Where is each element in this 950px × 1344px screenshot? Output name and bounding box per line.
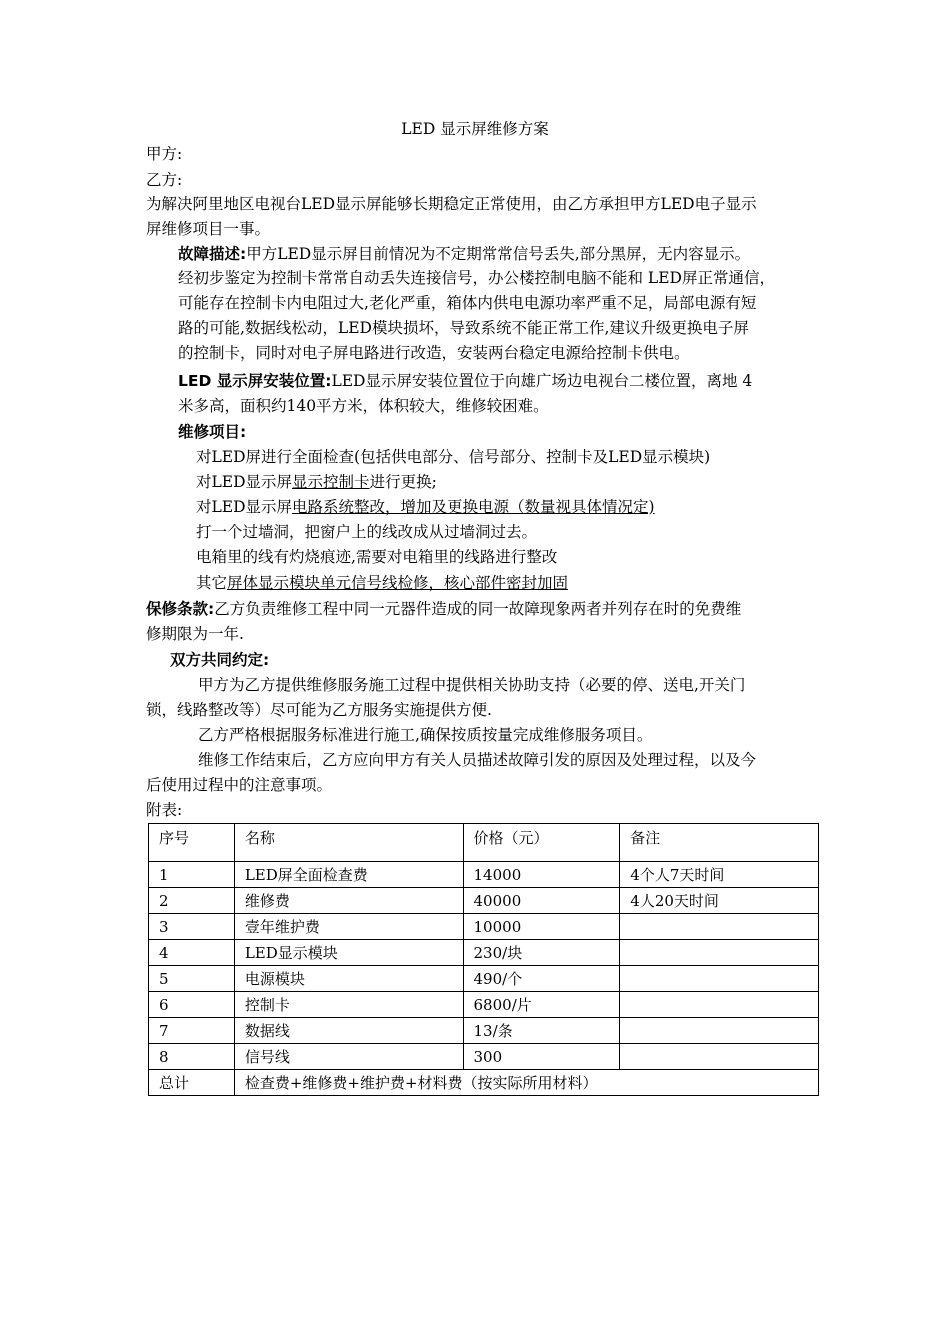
cell-note: [620, 940, 819, 966]
location-line-1: [178, 369, 752, 393]
mutual-agreement-label: 双方共同约定:: [170, 651, 270, 669]
repair-item-6-prefix: 其它: [196, 574, 228, 592]
fault-text-1: 甲方LED显示屏目前情况为不定期常常信号丢失,部分黑屏，无内容显示。: [246, 245, 751, 263]
cell-index: 5: [149, 966, 235, 992]
header-cell-name: 名称: [234, 824, 463, 862]
mutual-line-1b: 锁，线路整改等）尽可能为乙方服务实施提供方便.: [146, 701, 492, 719]
cell-note: 4人20天时间: [620, 888, 819, 914]
intro-line-2: 屏维修项目一事。: [146, 220, 271, 238]
cell-price: 10000: [463, 914, 620, 940]
cell-name: 电源模块: [234, 966, 463, 992]
cell-index: 7: [149, 1018, 235, 1044]
mutual-line-3a: 维修工作结束后，乙方应向甲方有关人员描述故障引发的原因及处理过程，以及今: [198, 751, 757, 769]
cell-note: [620, 1018, 819, 1044]
warranty-line-2: 修期限为一年.: [146, 625, 244, 643]
location-text-1: LED显示屏安装位置位于向雄广场边电视台二楼位置，离地 4: [331, 372, 753, 390]
cell-price: 490/个: [463, 966, 620, 992]
table-row: [149, 940, 819, 966]
cell-name: 信号线: [234, 1044, 463, 1070]
cell-note: [620, 1044, 819, 1070]
intro-line-1: 为解决阿里地区电视台LED显示屏能够长期稳定正常使用，由乙方承担甲方LED电子显示: [146, 195, 757, 213]
cell-index: 1: [149, 862, 235, 888]
party-b-line: 乙方:: [146, 171, 183, 189]
cell-note: 4个人7天时间: [620, 862, 819, 888]
fault-label: 故障描述:: [178, 245, 247, 263]
cell-price: 230/块: [463, 940, 620, 966]
warranty-line-1: [146, 597, 741, 621]
warranty-text-1: 乙方负责维修工程中同一元器件造成的同一故障现象两者并列存在时的免费维: [214, 600, 742, 618]
location-label: LED 显示屏安装位置:: [178, 372, 332, 390]
cell-name: LED屏全面检查费: [234, 862, 463, 888]
repair-item-2: [196, 470, 437, 494]
cell-name: 维修费: [234, 888, 463, 914]
table-row: [149, 888, 819, 914]
price-table: [148, 823, 819, 1096]
repair-item-4: 打一个过墙洞，把窗户上的线改成从过墙洞过去。: [196, 523, 538, 541]
cell-price: 14000: [463, 862, 620, 888]
cell-name: LED显示模块: [234, 940, 463, 966]
repair-item-5: 电箱里的线有灼烧痕迹,需要对电箱里的线路进行整改: [196, 548, 558, 566]
table-row: [149, 914, 819, 940]
table-header-row: [149, 824, 819, 862]
repair-item-2-underlined: 显示控制卡: [292, 473, 370, 491]
repair-item-2-suffix: 进行更换;: [369, 473, 437, 491]
cell-name: 壹年维护费: [234, 914, 463, 940]
table-row: [149, 966, 819, 992]
fault-description-line-5: 的控制卡，同时对电子屏电路进行改造，安装两台稳定电源给控制卡供电。: [178, 344, 690, 362]
cell-note: [620, 966, 819, 992]
cell-price: 13/条: [463, 1018, 620, 1044]
table-row: [149, 1018, 819, 1044]
fault-description-line-4: 路的可能,数据线松动，LED模块损坏，导致系统不能正常工作,建议升级更换电子屏: [178, 319, 749, 337]
mutual-line-3b: 后使用过程中的注意事项。: [146, 776, 333, 794]
location-line-2: 米多高，面积约140平方米，体积较大，维修较困难。: [178, 397, 549, 415]
cell-name: 控制卡: [234, 992, 463, 1018]
annex-label: 附表:: [146, 801, 183, 819]
repair-items-label: 维修项目:: [178, 423, 247, 441]
fault-description-line-1: [178, 242, 750, 266]
repair-item-3: [196, 495, 655, 519]
total-value-cell: 检查费+维修费+维护费+材料费（按实际所用材料）: [234, 1070, 818, 1096]
repair-item-1: 对LED屏进行全面检查(包括供电部分、信号部分、控制卡及LED显示模块): [196, 448, 711, 466]
table-total-row: [149, 1070, 819, 1096]
header-cell-index: 序号: [149, 824, 235, 862]
table-row: [149, 1044, 819, 1070]
cell-note: [620, 914, 819, 940]
cell-note: [620, 992, 819, 1018]
total-label-cell: 总计: [149, 1070, 235, 1096]
fault-description-line-3: 可能存在控制卡内电阻过大,老化严重，箱体内供电电源功率严重不足，局部电源有短: [178, 294, 757, 312]
repair-item-2-prefix: 对LED显示屏: [196, 473, 293, 491]
header-cell-note: 备注: [620, 824, 819, 862]
table-row: [149, 992, 819, 1018]
fault-description-line-2: 经初步鉴定为控制卡常常自动丢失连接信号，办公楼控制电脑不能和 LED屏正常通信，: [178, 269, 775, 287]
header-cell-price: 价格（元）: [463, 824, 620, 862]
party-a-line: 甲方:: [146, 145, 183, 163]
repair-item-3-underlined: 电路系统整改，增加及更换电源（数量视具体情况定): [292, 498, 655, 516]
cell-index: 4: [149, 940, 235, 966]
document-title: LED 显示屏维修方案: [401, 120, 549, 138]
cell-price: 6800/片: [463, 992, 620, 1018]
cell-price: 300: [463, 1044, 620, 1070]
repair-item-3-prefix: 对LED显示屏: [196, 498, 293, 516]
repair-item-6: [196, 571, 568, 595]
cell-price: 40000: [463, 888, 620, 914]
cell-index: 6: [149, 992, 235, 1018]
mutual-line-2: 乙方严格根据服务标准进行施工,确保按质按量完成维修服务项目。: [198, 726, 653, 744]
cell-index: 3: [149, 914, 235, 940]
warranty-label: 保修条款:: [146, 600, 215, 618]
mutual-line-1a: 甲方为乙方提供维修服务施工过程中提供相关协助支持（必要的停、送电,开关门: [198, 676, 746, 694]
cell-name: 数据线: [234, 1018, 463, 1044]
cell-index: 8: [149, 1044, 235, 1070]
cell-index: 2: [149, 888, 235, 914]
repair-item-6-underlined: 屏体显示模块单元信号线检修，核心部件密封加固: [227, 574, 569, 592]
table-row: [149, 862, 819, 888]
